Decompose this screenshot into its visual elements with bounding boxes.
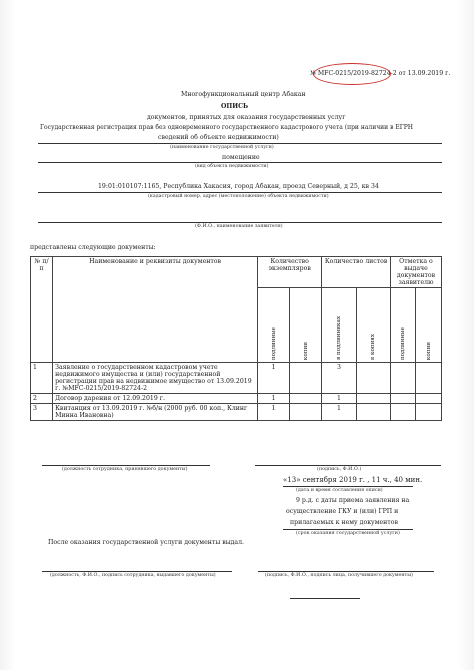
row-num: 1 [31,363,53,394]
row-mark-copy [416,363,442,394]
object-address: 19:01:010107:1165, Республика Хакасия, город Абакан, проезд Северный, д 25, кв 34 [98,183,379,190]
row-original-sheets: 1 [322,404,356,421]
table-row [31,394,442,404]
signature-caption: (подпись, Ф.И.О.) [317,467,362,472]
deadline-caption: (срок оказания государственной услуги) [296,531,400,536]
document-title: ОПИСЬ [221,103,249,110]
row-num: 3 [31,404,53,421]
row-original-sheets: 3 [322,363,356,394]
service-caption: (наименование государственной услуги) [170,145,274,150]
object-address-underline [38,192,442,193]
deadline-underline [283,529,413,530]
presented-label: представлены следующие документы: [30,244,156,251]
applicant-caption: (Ф.И.О., наименование заявителя) [195,224,283,229]
table-row [31,404,442,421]
row-original-sheets: 1 [322,394,356,404]
sub-orig-mark-header: подлинные [390,288,415,363]
service-line-2: сведений об объекте недвижимости) [158,134,279,141]
row-doc-name: Заявление о государственном кадастровом учете недвижимого имущества и (или) государственной регистрации прав на недвижимое имущество от 13.09.2019 г. №MFC-0215/2019-82724-2 [53,363,258,394]
col-name-header: Наименование и реквизиты документов [53,257,258,363]
sub-original-header: подлинные [258,288,290,363]
ref-prefix: № [310,70,316,77]
final-signature-line [290,598,360,599]
row-originals: 1 [258,404,290,421]
row-mark-original [390,404,415,421]
row-copies [290,404,322,421]
row-copy-sheets [356,394,390,404]
documents-table [30,256,442,421]
row-mark-copy [416,394,442,404]
row-mark-copy [416,404,442,421]
sub-copy-header: копии [290,288,322,363]
issuer-caption: (должность, Ф.И.О., подпись сотрудника, выдавшего документы) [50,573,216,578]
center-name: Многофункциональный центр Абакан [181,91,306,98]
receiver-caption: (подпись, Ф.И.О., подпись лица, получившего документы) [265,573,413,578]
signature-underline [255,465,441,466]
sub-copy-mark-header: копии [416,288,442,363]
issuer-underline [42,571,232,572]
deadline-line-2: осуществление ГКУ и (или) ГРП и [286,508,399,515]
service-line-1: Государственная регистрация прав без одновременного государственного кадастрового учета (при наличии в ЕГРН [40,124,413,131]
deadline-line-3: прилагаемых к нему документов [290,519,398,526]
col-mark-header: Отметка о выдаче документов заявителю [390,257,441,288]
object-type-caption: (вид объекта недвижимости) [195,164,269,169]
row-mark-original [390,394,415,404]
sub-copy-sheets-header: в копиях [356,288,390,363]
ref-number: MFC-0215/2019-82724-2 [317,70,397,77]
row-copy-sheets [356,363,390,394]
table-row [31,363,442,394]
col-copies-header: Количество экземпляров [258,257,322,288]
row-doc-name: Квитанция от 13.09.2019 г. №б/н (2000 руб. 00 коп., Клинг Минна Ивановна) [53,404,258,421]
service-underline [38,143,442,144]
receipt-date-caption: (дата и время составления описи) [296,488,383,493]
object-type: помещение [222,154,260,161]
receiver-underline [258,571,434,572]
row-num: 2 [31,394,53,404]
row-mark-original [390,363,415,394]
receipt-date: «13» сентября 2019 г. , 11 ч., 40 мин. [283,476,423,484]
deadline-line-1: 9 р.д. с даты приема заявления на [296,497,410,504]
row-doc-name: Договор дарения от 12.09.2019 г. [53,394,258,404]
red-ellipse-mark [313,63,391,85]
row-copies [290,363,322,394]
col-num-header: № п/п [31,257,53,363]
object-type-underline [38,162,442,163]
staff-caption: (должность сотрудника, принявшего документы) [62,467,188,472]
receipt-date-underline [283,486,413,487]
ref-date: от 13.09.2019 г. [398,70,451,77]
object-address-caption: (кадастровый номер, адрес (местоположение) объекта недвижимости) [148,194,329,199]
row-copies [290,394,322,404]
row-originals: 1 [258,394,290,404]
applicant-underline [38,222,442,223]
col-sheets-header: Количество листов [322,257,391,288]
sub-original-sheets-header: в подлинниках [322,288,356,363]
staff-underline [42,465,210,466]
row-originals: 1 [258,363,290,394]
issued-label: После оказания государственной услуги документы выдал. [48,539,245,546]
row-copy-sheets [356,404,390,421]
document-subtitle: документов, принятых для оказания государственных услуг [147,114,346,121]
